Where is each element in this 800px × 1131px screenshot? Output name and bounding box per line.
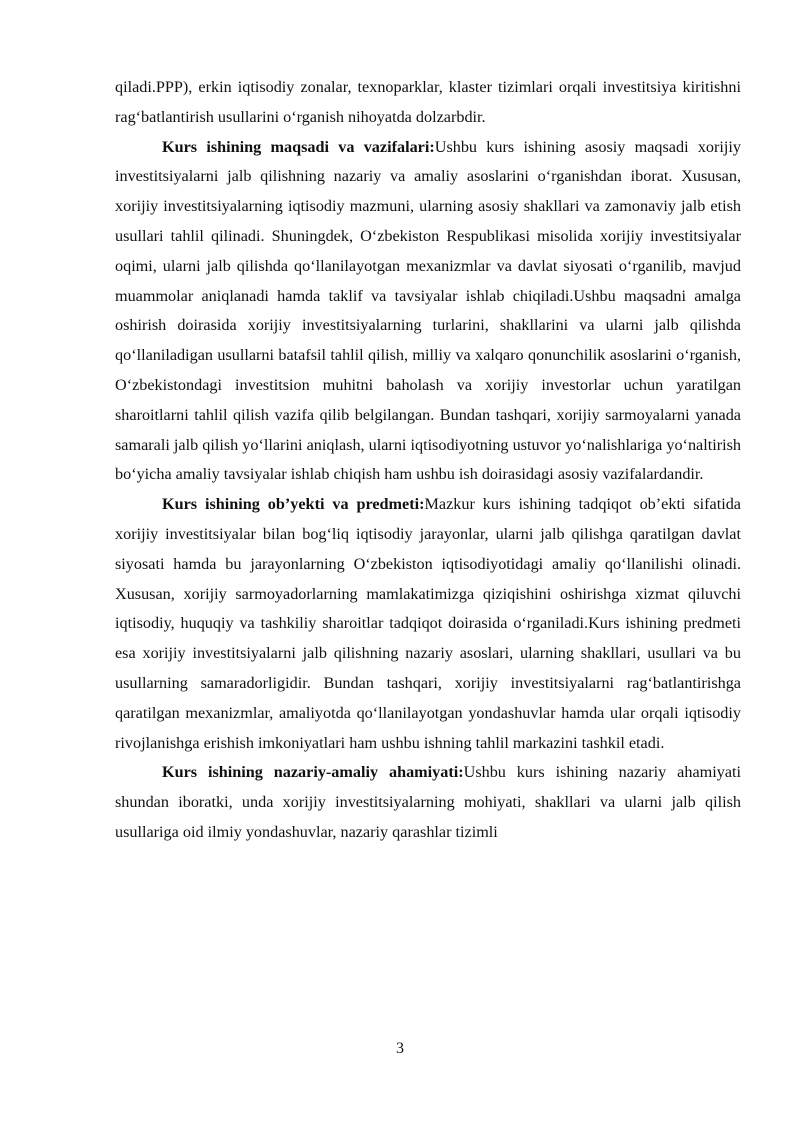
paragraph-significance	[115, 758, 741, 847]
section-heading-goals: Kurs ishining maqsadi va vazifalari:	[162, 137, 435, 156]
paragraph-object-subject	[115, 490, 741, 758]
paragraph-intro-continuation	[115, 73, 741, 133]
paragraph-goals-tasks	[115, 133, 741, 491]
page-number: 3	[396, 1040, 404, 1057]
paragraph-text: Ushbu kurs ishining nazariy ahamiyati shundan iboratki, unda xorijiy investitsiyalarning mohiyati, shakllari va ularni jalb qilish usullariga oid ilmiy yondashuvlar, nazariy qarashlar tizimli	[115, 763, 741, 841]
section-heading-significance: Kurs ishining nazariy-amaliy ahamiyati:	[162, 763, 464, 782]
document-page	[115, 73, 741, 848]
paragraph-text: qiladi.PPP), erkin iqtisodiy zonalar, texnoparklar, klaster tizimlari orqali investitsiya kiritishni rag‘batlantirish usullarini o‘rganish nihoyatda dolzarbdir.	[115, 78, 741, 126]
paragraph-text: Ushbu kurs ishining asosiy maqsadi xorijiy investitsiyalarni jalb qilishning nazariy va amaliy asoslarini o‘rganishdan iborat. Xususan, xorijiy investitsiyalarning iqtisodiy mazmuni, ularning asosiy shakllari va zamonaviy jalb etish usullari tahlil qilinadi. Shuningdek, O‘zbekiston Respublikasi misolida xorijiy investitsiyalar oqimi, ularni jalb qilishda qo‘llanilayotgan mexanizmlar va davlat siyosati o‘rganilib, mavjud muammolar aniqlanadi hamda taklif va tavsiyalar ishlab chiqiladi.Ushbu maqsadni amalga oshirish doirasida xorijiy investitsiyalarning turlarini, shakllarini va ularni jalb qilishda qo‘llaniladigan usullarni batafsil tahlil qilish, milliy va xalqaro qonunchilik asoslarini o‘rganish, O‘zbekistondagi investitsion muhitni baholash va xorijiy investorlar uchun yaratilgan sharoitlarni tahlil qilish vazifa qilib belgilangan. Bundan tashqari, xorijiy sarmoyalarni yanada samarali jalb qilish yo‘llarini aniqlash, ularni iqtisodiyotning ustuvor yo‘nalishlariga yo‘naltirish bo‘yicha amaliy tavsiyalar ishlab chiqish ham ushbu ish doirasidagi asosiy vazifalardandir.	[115, 137, 741, 484]
paragraph-text: Mazkur kurs ishining tadqiqot ob’ekti sifatida xorijiy investitsiyalar bilan bog‘liq iqtisodiy jarayonlar, ularni jalb qilishga qaratilgan davlat siyosati hamda bu jarayonlarning O‘zbekiston iqtisodiyotidagi amaliy qo‘llanilishi olinadi. Xususan, xorijiy sarmoyadorlarning mamlakatimizga qiziqishini oshirishga xizmat qiluvchi iqtisodiy, huquqiy va tashkiliy sharoitlar tadqiqot doirasida o‘rganiladi.Kurs ishining predmeti esa xorijiy investitsiyalarni jalb qilishning nazariy asoslari, ularning shakllari, usullari va bu usullarning samaradorligidir. Bundan tashqari, xorijiy investitsiyalarni rag‘batlantirishga qaratilgan mexanizmlar, amaliyotda qo‘llanilayotgan yondashuvlar hamda ular orqali iqtisodiy rivojlanishga erishish imkoniyatlari ham ushbu ishning tahlil markazini tashkil etadi.	[115, 495, 741, 752]
section-heading-object: Kurs ishining ob’yekti va predmeti:	[162, 495, 425, 514]
